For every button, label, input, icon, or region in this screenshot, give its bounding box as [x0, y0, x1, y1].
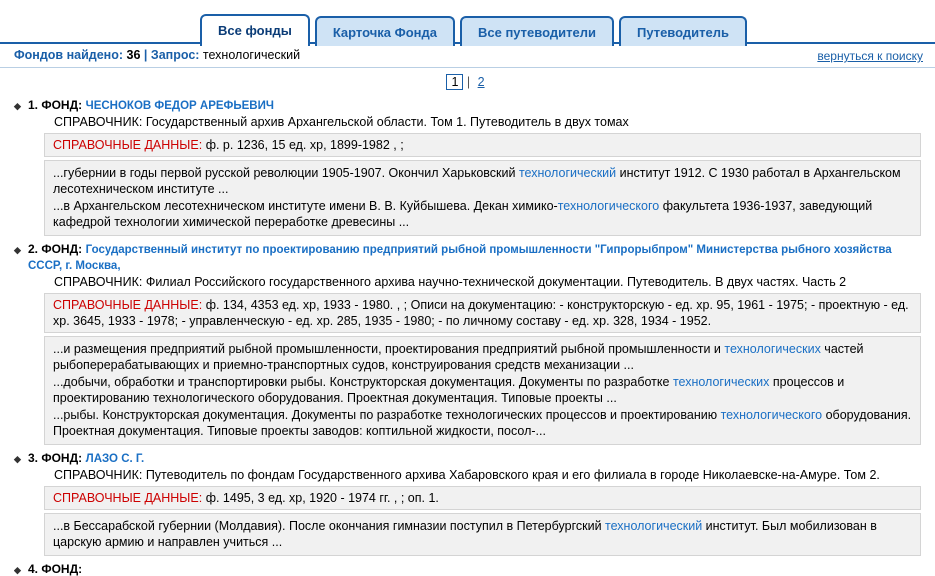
- record-header: [14, 98, 921, 114]
- snippet-text: институт 1912. С 1930 работал в Архангельском лесотехническом институте ...: [53, 166, 901, 196]
- snippet-highlight: технологический: [605, 519, 703, 533]
- snippet-text: ...губернии в годы первой русской революции 1905-1907. Окончил Харьковский: [53, 166, 519, 180]
- record-reference-box: [44, 133, 921, 157]
- snippet-highlight: технологических: [672, 375, 770, 389]
- infobar-separator: |: [143, 48, 148, 62]
- snippet-highlight: технологического: [720, 408, 823, 422]
- bullet-icon: ◆: [14, 565, 21, 575]
- snippet-text: институт. Был мобилизован в царскую армию и направлен учиться ...: [53, 519, 877, 549]
- bullet-icon: ◆: [14, 454, 21, 464]
- guide-label: СПРАВОЧНИК:: [54, 275, 143, 289]
- record-fond-link[interactable]: ЧЕСНОКОВ ФЕДОР АРЕФЬЕВИЧ: [85, 100, 274, 112]
- reference-value: ф. 1495, 3 ед. хр, 1920 - 1974 гг. , ; оп. 1.: [205, 491, 439, 505]
- record-snippets: [44, 160, 921, 236]
- snippet-text: оборудования. Проектная документация. Типовые проекты заводов: коптильной жидкости, посол-...: [53, 408, 912, 438]
- guide-label: СПРАВОЧНИК:: [54, 115, 143, 129]
- pager-separator: |: [466, 75, 471, 89]
- record-snippets: [44, 336, 921, 445]
- snippet: [53, 165, 912, 197]
- snippet-highlight: технологических: [724, 342, 821, 356]
- result-record: [14, 98, 921, 236]
- reference-label: СПРАВОЧНЫЕ ДАННЫЕ:: [53, 491, 203, 505]
- tab-all-fonds[interactable]: Все фонды: [200, 14, 310, 46]
- found-label: Фондов найдено:: [14, 48, 124, 62]
- record-header: [14, 451, 921, 467]
- snippet-highlight: технологического: [557, 199, 660, 213]
- query-value: технологический: [202, 48, 301, 62]
- record-fond-link[interactable]: Государственный институт по проектированию предприятий рыбной промышленности "Гипрорыбпром" Министерства рыбного хозяйства СССР, г. Москва,: [28, 244, 892, 272]
- snippet-highlight: технологический: [518, 166, 617, 180]
- snippet-text: ...в Архангельском лесотехническом институте имени В. В. Куйбышева. Декан химико-: [53, 199, 558, 213]
- tab-bar: [0, 0, 935, 44]
- snippet: [53, 198, 912, 230]
- guide-value: Путеводитель по фондам Государственного архива Хабаровского края и его филиала в городе Николаевске-на-Амуре. Том 2.: [145, 468, 880, 482]
- record-header: [14, 562, 921, 576]
- reference-label: СПРАВОЧНЫЕ ДАННЫЕ:: [53, 138, 203, 152]
- tab-fond-card[interactable]: Карточка Фонда: [315, 16, 455, 46]
- record-guide: [14, 114, 921, 130]
- guide-label: СПРАВОЧНИК:: [54, 468, 143, 482]
- bullet-icon: ◆: [14, 245, 21, 255]
- guide-value: Государственный архив Архангельской области. Том 1. Путеводитель в двух томах: [145, 115, 629, 129]
- reference-value: ф. р. 1236, 15 ед. хр, 1899-1982 , ;: [205, 138, 404, 152]
- query-label: Запрос:: [150, 48, 200, 62]
- record-header: [14, 242, 921, 274]
- result-record: [14, 451, 921, 556]
- snippet: [53, 407, 912, 439]
- snippet-text: ...и размещения предприятий рыбной промышленности, проектирования предприятий рыбной промышленности и: [53, 342, 725, 356]
- snippet-text: процессов и проектированию технологического оборудования. Проектная документация. Типовые проекты ...: [53, 375, 845, 405]
- pagination: [0, 68, 935, 94]
- record-guide: [14, 274, 921, 290]
- result-record: [14, 562, 921, 576]
- snippet-text: ...рыбы. Конструкторская документация. Документы по разработке технологических процессов и проектированию: [53, 408, 721, 422]
- result-record: [14, 242, 921, 445]
- record-number: 4. ФОНД:: [28, 562, 83, 576]
- snippet-text: ...в Бессарабской губернии (Молдавия). После окончания гимназии поступил в Петербургский: [53, 519, 606, 533]
- record-reference-box: [44, 293, 921, 333]
- page-1-button[interactable]: 1: [446, 74, 463, 90]
- record-fond-link[interactable]: ЛАЗО С. Г.: [85, 453, 145, 465]
- snippet: [53, 374, 912, 406]
- record-snippets: [44, 513, 921, 556]
- page-2-button[interactable]: 2: [477, 75, 485, 89]
- snippet-text: факультета 1936-1937, заведующий кафедрой технологии химической переработке древесины ...: [53, 199, 873, 229]
- tab-guide[interactable]: Путеводитель: [619, 16, 747, 46]
- results-list: [0, 94, 935, 576]
- found-count: 36: [126, 48, 141, 62]
- reference-value: ф. 134, 4353 ед. хр, 1933 - 1980. , ; Описи на документацию: - конструкторскую - ед. хр. 95, 1961 - 1975; - проектную - ед. хр. 3645, 1933 - 1978; - управленческую - ед. хр. 285, 1935 - 1980; - по личному составу - ед. хр. 328, 1934 - 1952.: [53, 298, 909, 328]
- record-number: 2. ФОНД:: [28, 242, 83, 256]
- bullet-icon: ◆: [14, 101, 21, 111]
- back-to-search-link[interactable]: вернуться к поиску: [817, 49, 923, 63]
- record-reference-box: [44, 486, 921, 510]
- snippet-text: частей рыбоперерабатывающих и приемно-транспортных судов, конструирования средств механизации ...: [53, 342, 864, 372]
- snippet: [53, 518, 912, 550]
- snippet-text: ...добычи, обработки и транспортировки рыбы. Конструкторская документация. Документы по разработке: [53, 375, 673, 389]
- tab-all-guides[interactable]: Все путеводители: [460, 16, 614, 46]
- record-guide: [14, 467, 921, 483]
- snippet: [53, 341, 912, 373]
- results-info-bar: [0, 44, 935, 68]
- guide-value: Филиал Российского государственного архива научно-технической документации. Путеводитель. В двух частях. Часть 2: [145, 275, 847, 289]
- record-number: 3. ФОНД:: [28, 451, 83, 465]
- record-number: 1. ФОНД:: [28, 98, 83, 112]
- reference-label: СПРАВОЧНЫЕ ДАННЫЕ:: [53, 298, 203, 312]
